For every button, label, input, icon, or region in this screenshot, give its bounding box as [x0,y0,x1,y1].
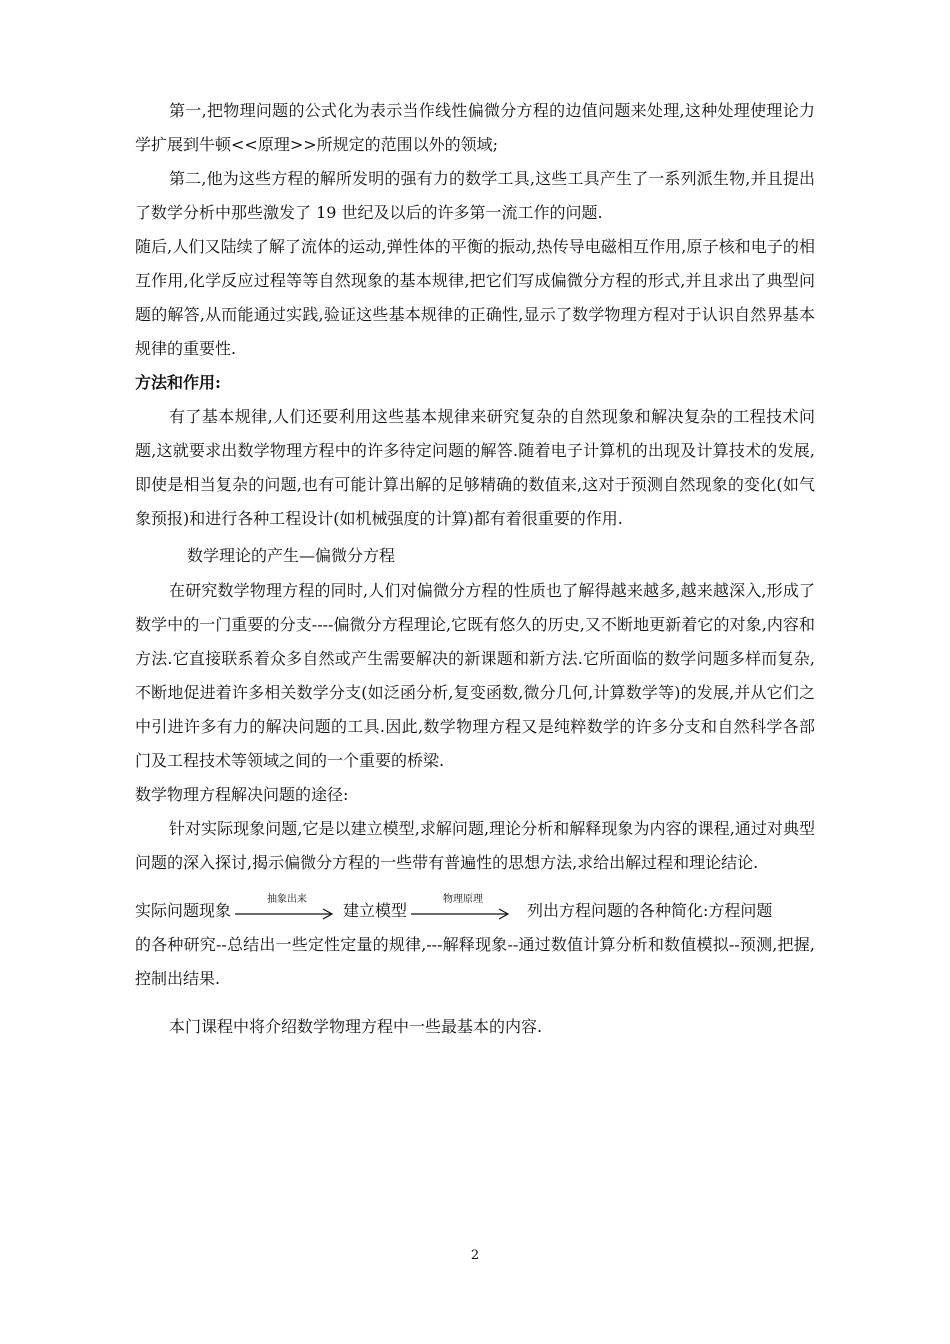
flow-step-phenomenon: 实际问题现象 [135,901,232,920]
theory-subtitle: 数学理论的产生—偏微分方程 [187,546,396,565]
closing-paragraph: 本门课程中将介绍数学物理方程中一些最基本的内容. [169,1017,543,1036]
right-arrow-icon [235,908,339,920]
approach-heading: 数学物理方程解决问题的途径: [135,785,349,804]
flow-arrow-abstract [235,894,339,928]
approach-paragraph: 针对实际现象问题,它是以建立模型,求解问题,理论分析和解释现象为内容的课程,通过对典型问题的深入探讨,揭示偏微分方程的一些带有普遍性的思想方法,求给出解过程和理论结论. [135,819,815,872]
paragraph-second: 第二,他为这些方程的解所发明的强有力的数学工具,这些工具产生了一系列派生物,并且提出了数学分析中那些激发了 19 世纪及以后的许多第一流工作的问题. [135,169,815,222]
flow-step-equations: 列出方程问题的各种简化:方程问题 [527,901,773,920]
process-flow-row [135,894,815,928]
page-number: 2 [470,1248,480,1263]
right-arrow-icon [411,908,515,920]
flow-continuation: 的各种研究--总结出一些定性定量的规律,---解释现象--通过数值计算分析和数值模拟--预测,把握,控制出结果. [135,935,815,988]
paragraph-first: 第一,把物理问题的公式化为表示当作线性偏微分方程的边值问题来处理,这种处理使理论力学扩展到牛顿<<原理>>所规定的范围以外的领域; [135,101,815,154]
methods-paragraph: 有了基本规律,人们还要利用这些基本规律来研究复杂的自然现象和解决复杂的工程技术问题,这就要求出数学物理方程中的许多待定问题的解答.随着电子计算机的出现及计算技术的发展,即使是相当复杂的问题,也有可能计算出解的足够精确的数值来,这对于预测自然现象的变化(如气象预报)和进行各种工程设计(如机械强度的计算)都有着很重要的作用. [135,407,815,528]
flow-arrow-physics-label: 物理原理 [443,894,484,905]
process-flow [135,894,815,996]
methods-heading: 方法和作用: [135,373,221,392]
page-content [135,94,815,1044]
theory-paragraph: 在研究数学物理方程的同时,人们对偏微分方程的性质也了解得越来越多,越来越深入,形成了数学中的一门重要的分支----偏微分方程理论,它既有悠久的历史,又不断地更新着它的对象,内容和方法.它直接联系着众多自然或产生需要解决的新课题和新方法.它所面临的数学问题多样而复杂,不断地促进着许多相关数学分支(如泛函分析,复变函数,微分几何,计算数学等)的发展,并从它们之中引进许多有力的解决问题的工具.因此,数学物理方程又是纯粹数学的许多分支和自然科学各部门及工程技术等领域之间的一个重要的桥梁. [135,581,815,770]
paragraph-subsequent: 随后,人们又陆续了解了流体的运动,弹性体的平衡的振动,热传导电磁相互作用,原子核和电子的相互作用,化学反应过程等等自然现象的基本规律,把它们写成偏微分方程的形式,并且求出了典型问题的解答,从而能通过实践,验证这些基本规律的正确性,显示了数学物理方程对于认识自然界基本规律的重要性. [135,237,815,358]
flow-arrow-physics [411,894,515,928]
flow-step-model: 建立模型 [343,901,408,920]
flow-arrow-abstract-label: 抽象出来 [267,894,308,905]
